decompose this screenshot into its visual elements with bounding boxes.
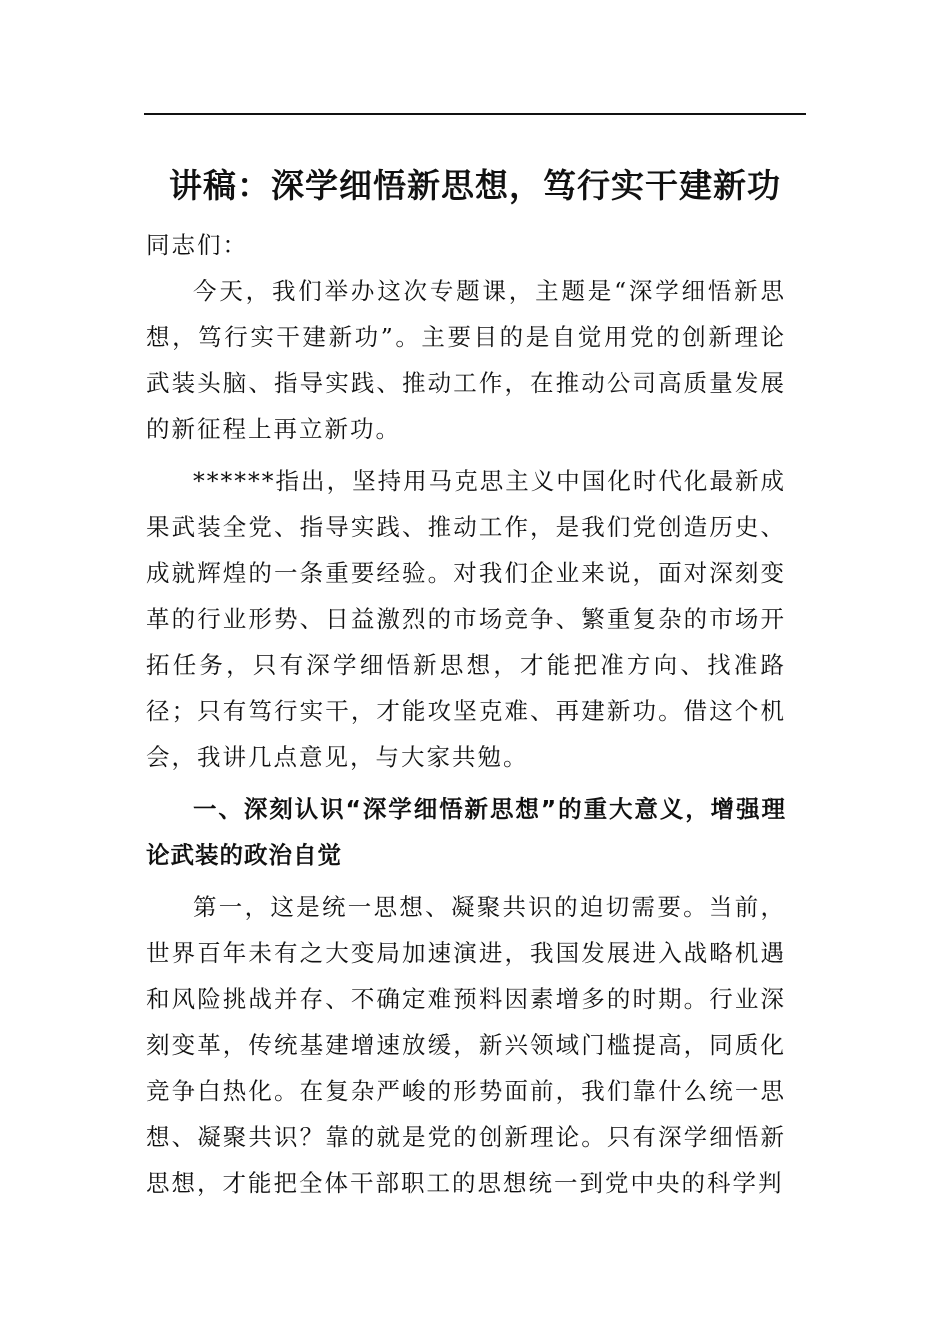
section-heading: 一、深刻认识“深学细悟新思想”的重大意义，增强理论武装的政治自觉 xyxy=(146,795,786,869)
document-body xyxy=(146,222,786,1206)
paragraph-intro: 今天，我们举办这次专题课，主题是“深学细悟新思想，笃行实干建新功”。主要目的是自觉用党的创新理论武装头脑、指导实践、推动工作，在推动公司高质量发展的新征程上再立新功。 xyxy=(146,277,786,443)
header-rule xyxy=(144,113,806,115)
paragraph-quote: ******指出，坚持用马克思主义中国化时代化最新成果武装全党、指导实践、推动工作，是我们党创造历史、成就辉煌的一条重要经验。对我们企业来说，面对深刻变革的行业形势、日益激烈的市场竞争、繁重复杂的市场开拓任务，只有深学细悟新思想，才能把准方向、找准路径；只有笃行实干，才能攻坚克难、再建新功。借这个机会，我讲几点意见，与大家共勉。 xyxy=(146,467,786,771)
document-title: 讲稿：深学细悟新思想，笃行实干建新功 xyxy=(169,166,781,205)
paragraph-section-one: 第一，这是统一思想、凝聚共识的迫切需要。当前，世界百年未有之大变局加速演进，我国发展进入战略机遇和风险挑战并存、不确定难预料因素增多的时期。行业深刻变革，传统基建增速放缓，新兴领域门槛提高，同质化竞争白热化。在复杂严峻的形势面前，我们靠什么统一思想、凝聚共识？靠的就是党的创新理论。只有深学细悟新思想，才能把全体干部职工的思想统一到党中央的科学判 xyxy=(146,893,786,1197)
salutation: 同志们： xyxy=(146,231,248,259)
